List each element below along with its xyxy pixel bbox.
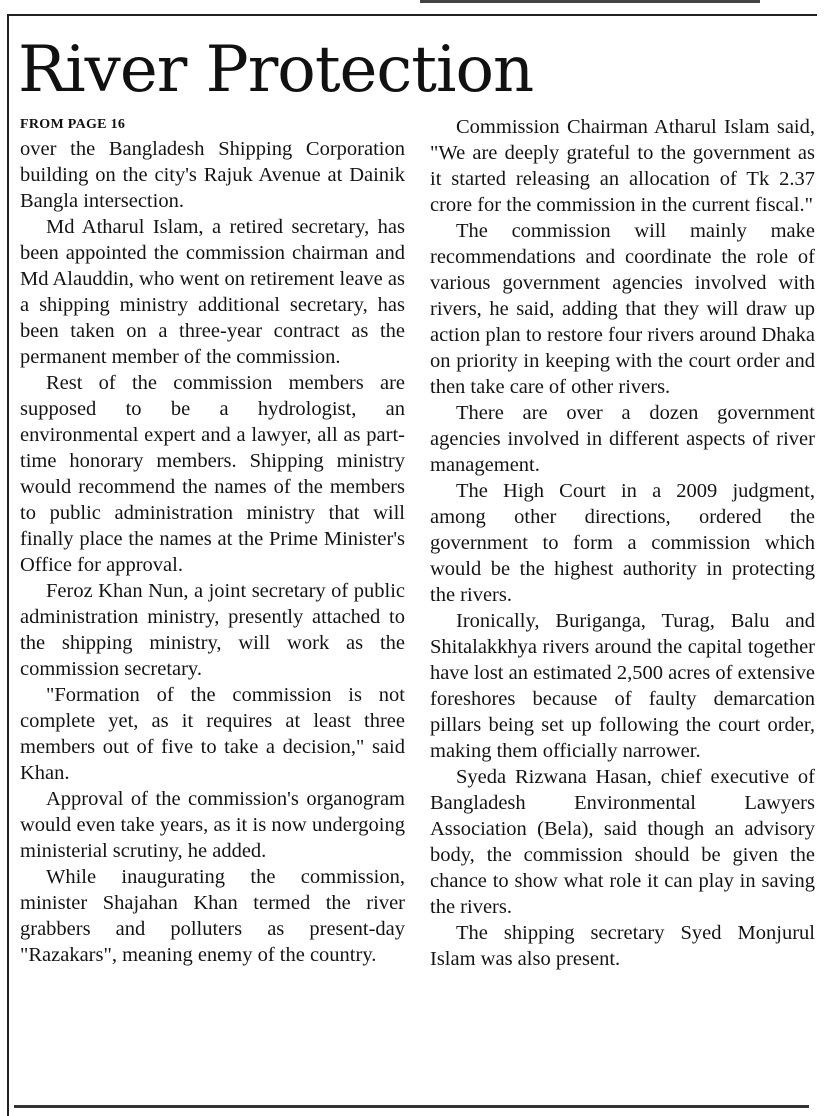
paragraph: The commission will mainly make recommendations and coordinate the role of various government agencies involved with rivers, he said, adding that they will draw up action plan to restore four rivers around Dhaka on priority in keeping with the court order and then take care of other rivers.	[430, 220, 815, 398]
paragraph: Feroz Khan Nun, a joint secretary of public administration ministry, presently attached to the shipping ministry, will work as the commission secretary.	[20, 580, 405, 680]
paragraph: "Formation of the commission is not complete yet, as it requires at least three members out of five to take a decision," said Khan.	[20, 684, 405, 784]
paragraph: There are over a dozen government agencies involved in different aspects of river management.	[430, 402, 815, 476]
paragraph: Rest of the commission members are supposed to be a hydrologist, an environmental expert and a lawyer, all as part-time honorary members. Shipping ministry would recommend the names of the members to public administration ministry that will finally place the names at the Prime Minister's Office for approval.	[20, 372, 405, 576]
paragraph: Syeda Rizwana Hasan, chief executive of Bangladesh Environmental Lawyers Association (Bela), said though an advisory body, the commission should be given the chance to show what role it can play in saving the rivers.	[430, 766, 815, 918]
paragraph: Approval of the commission's organogram would even take years, as it is now undergoing ministerial scrutiny, he added.	[20, 788, 405, 862]
right-column	[430, 114, 815, 972]
paragraph: The High Court in a 2009 judgment, among other directions, ordered the government to form a commission which would be the highest authority in protecting the rivers.	[430, 480, 815, 606]
top-rule	[420, 0, 760, 3]
paragraph: Ironically, Buriganga, Turag, Balu and Shitalakkhya rivers around the capital together have lost an estimated 2,500 acres of extensive foreshores because of faulty demarcation pillars being set up following the court order, making them officially narrower.	[430, 610, 815, 762]
bottom-rule	[14, 1105, 809, 1108]
paragraph: over the Bangladesh Shipping Corporation building on the city's Rajuk Avenue at Dainik Bangla intersection.	[20, 138, 405, 212]
paragraph: Commission Chairman Atharul Islam said, "We are deeply grateful to the government as it started releasing an allocation of Tk 2.37 crore for the commission in the current fiscal."	[430, 116, 815, 216]
headline: River Protection	[18, 33, 534, 107]
paragraph: Md Atharul Islam, a retired secretary, has been appointed the commission chairman and Md Alauddin, who went on retirement leave as a shipping ministry additional secretary, has been taken on a three-year contract as the permanent member of the commission.	[20, 216, 405, 368]
left-column	[20, 136, 405, 968]
jump-line: FROM PAGE 16	[20, 117, 126, 132]
paragraph: The shipping secretary Syed Monjurul Islam was also present.	[430, 922, 815, 970]
paragraph: While inaugurating the commission, minister Shajahan Khan termed the river grabbers and polluters as present-day "Razakars", meaning enemy of the country.	[20, 866, 405, 966]
